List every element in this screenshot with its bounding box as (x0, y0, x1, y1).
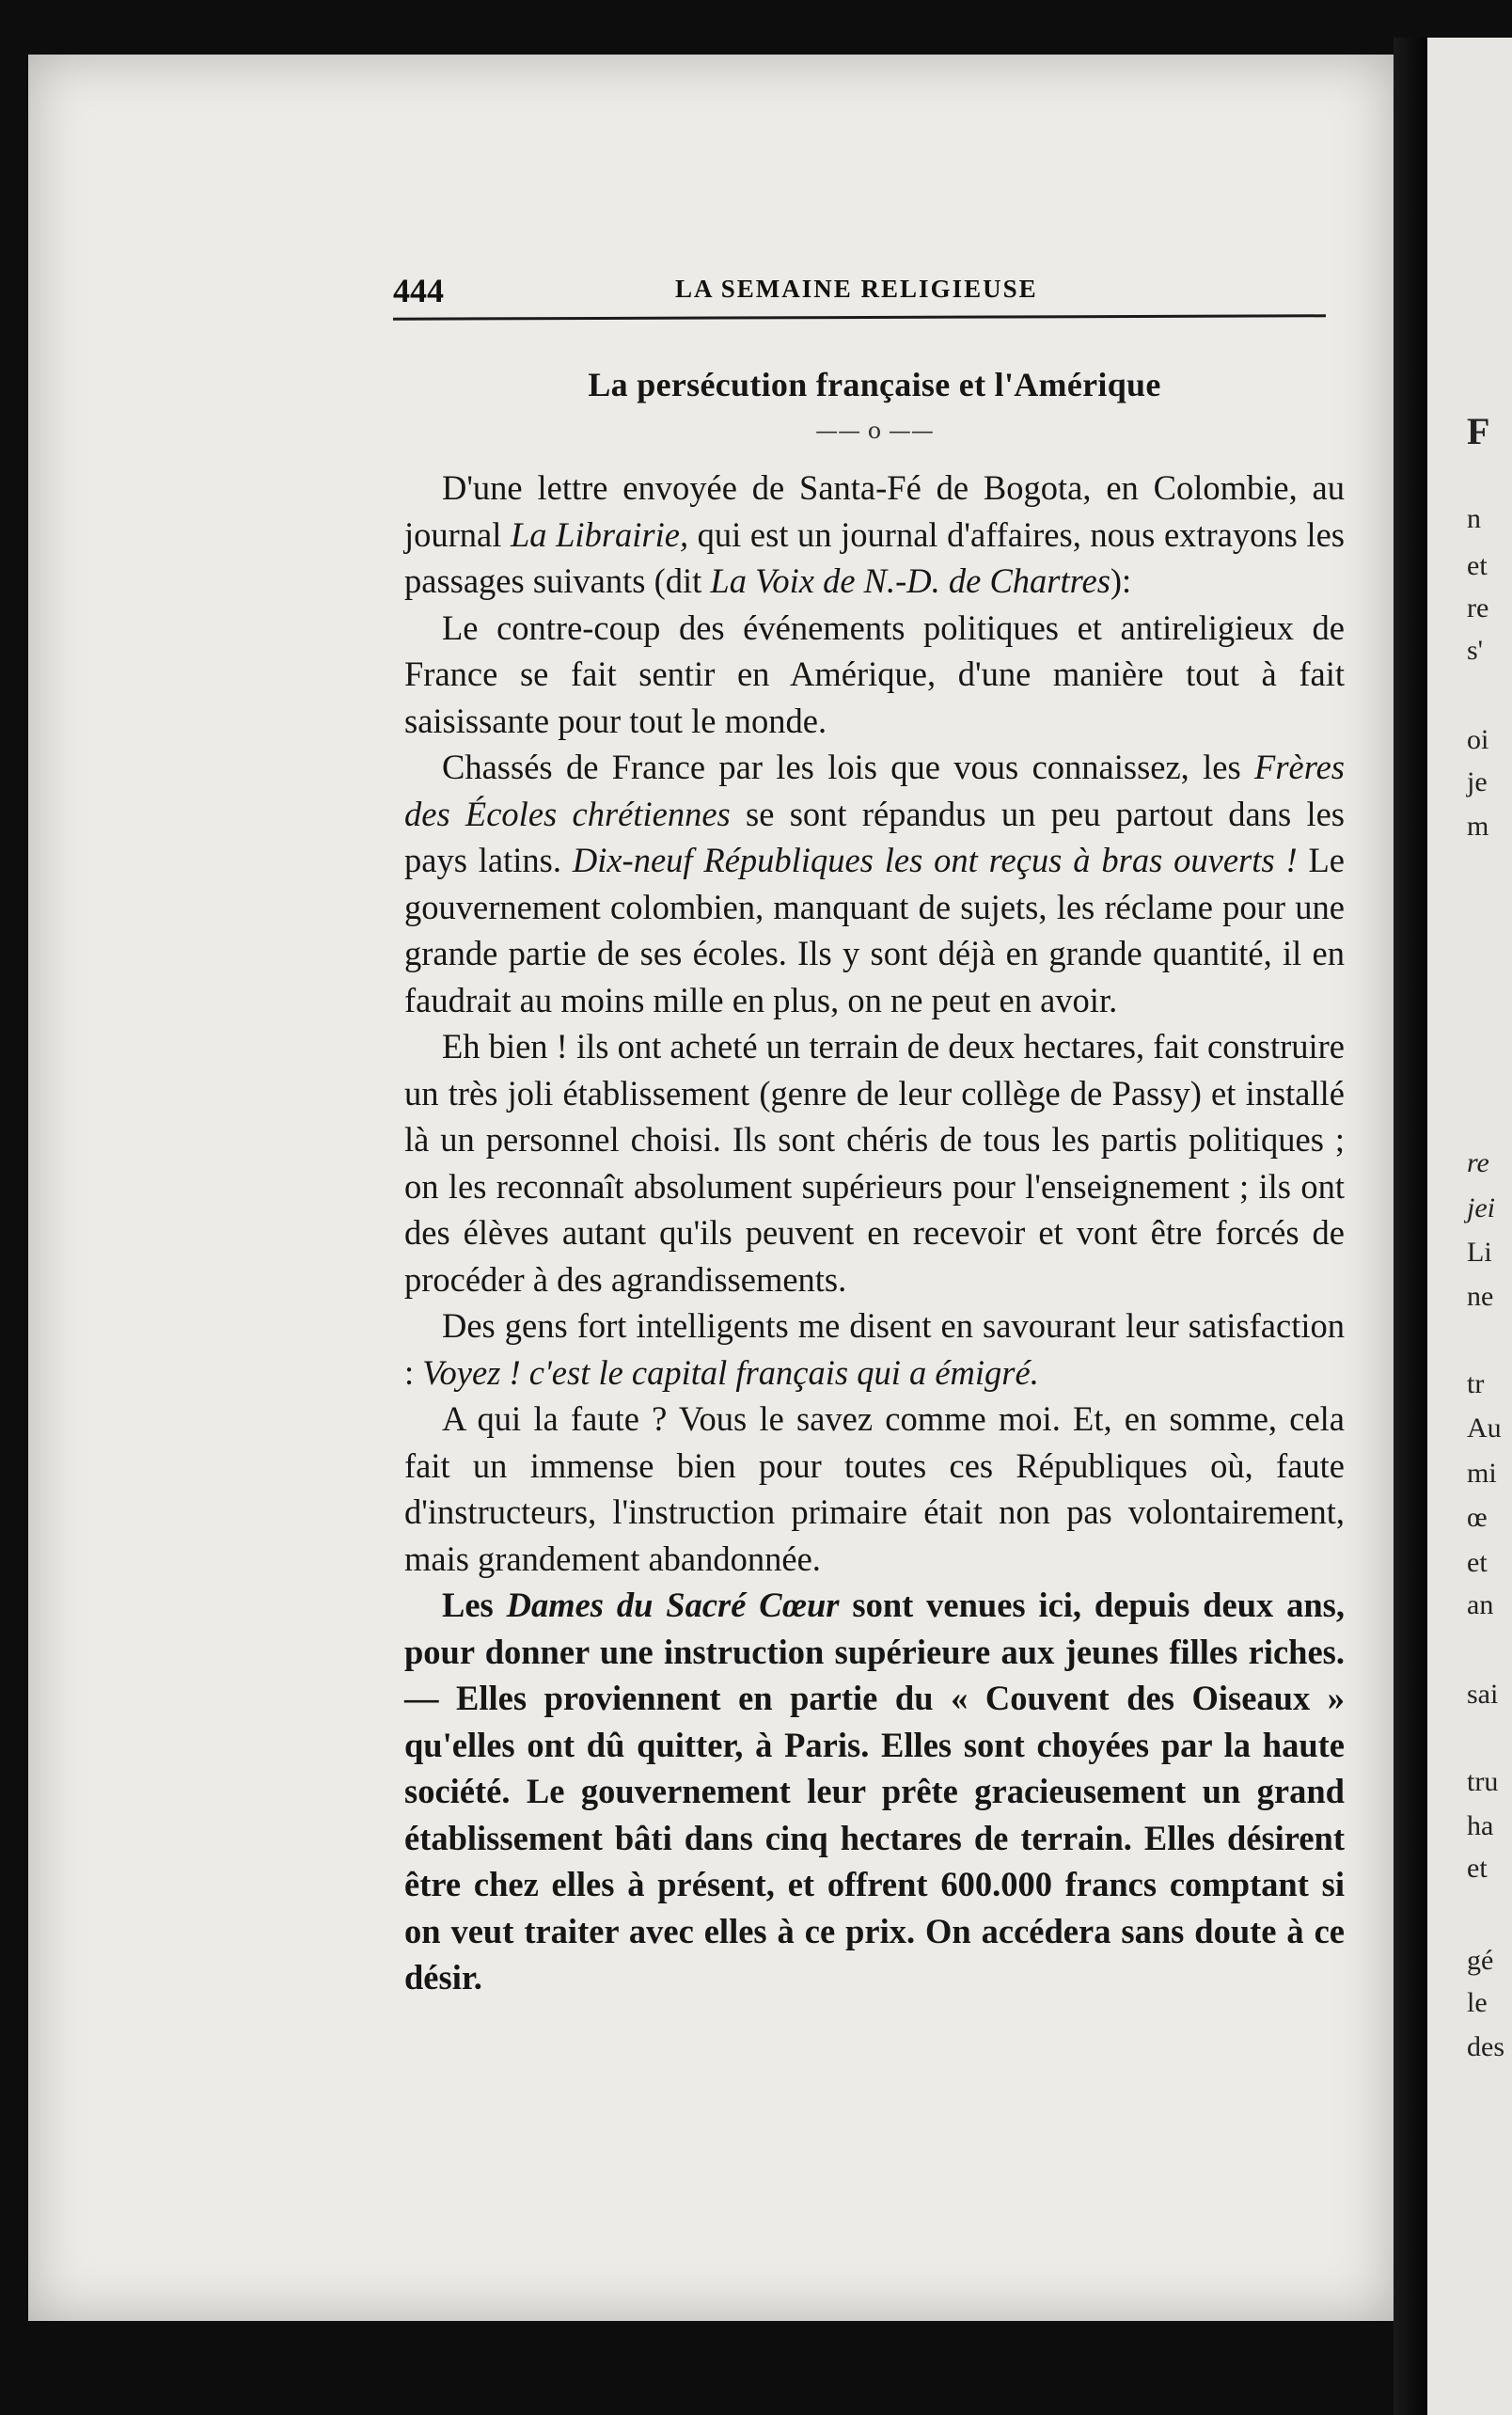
page-number: 444 (393, 272, 444, 309)
adjacent-page-fragment: et (1467, 1853, 1488, 1884)
adjacent-page-fragment: ha (1467, 1810, 1494, 1841)
adjacent-page-fragment: ne (1467, 1281, 1494, 1312)
text-run: Le gouvernement colombien, manquant de sujets, les réclame pour une grande partie de ses écoles. Ils y sont déjà en grande quantité, il en faudrait au moins mille en plus, on ne peut en avoir. (404, 841, 1345, 1019)
source-name: La Voix de N.-D. de Chartres (710, 561, 1110, 600)
paragraph-3 (404, 744, 1345, 1023)
adjacent-page-fragment: Li (1467, 1237, 1492, 1268)
adjacent-page-fragment: œ (1467, 1502, 1488, 1533)
paragraph-4: Eh bien ! ils ont acheté un terrain de deux hectares, fait construire un très joli établissement (genre de leur collège de Passy) et installé là un personnel choisi. Ils sont chéris de tous les partis politiques ; on les reconnaît absolument supérieurs pour l'enseignement ; ils ont des élèves autant qu'ils peuvent en recevoir et vont être forcés de procéder à des agrandissements. (404, 1027, 1345, 1299)
paragraph-1 (404, 465, 1345, 605)
emphasis-quote: Dix-neuf Républiques les ont reçus à bras ouverts ! (572, 841, 1298, 879)
adjacent-page-fragment: le (1467, 1987, 1488, 2018)
adjacent-page-fragment: s' (1467, 635, 1484, 666)
adjacent-page-fragment: tru (1467, 1766, 1499, 1797)
text-run: ): (1110, 561, 1132, 600)
adjacent-page-fragment: tr (1467, 1368, 1485, 1399)
text-run: Chassés de France par les lois que vous connaissez, les (442, 748, 1255, 786)
text-run: qui est un journal d'affaires, nous extrayons les passages suivants (dit (404, 514, 1345, 600)
adjacent-page-fragment: sai (1467, 1679, 1499, 1710)
emphasis-quote: Voyez ! c'est le capital français qui a émigré. (422, 1352, 1039, 1392)
text-run: D'une lettre envoyée de Santa-Fé de Bogota, en Colombie, au journal (404, 468, 1345, 554)
paragraph-2: Le contre-coup des événements politiques et antireligieux de France se fait sentir en Amérique, d'une manière tout à fait saisissante pour tout le monde. (404, 608, 1345, 740)
text-run: sont venues ici, depuis deux ans, pour donner une instruction supérieure aux jeunes filles riches. — Elles proviennent en partie du « Couvent des Oiseaux » qu'elles ont dû quitter, à Paris. Elles sont choyées par la haute société. Le gouvernement leur prête gracieusement un grand établissement bâti dans cinq hectares de terrain. Elles désirent être chez elles à présent, et offrent 600.000 francs comptant si on veut traiter avec elles à ce prix. On accédera sans doute à ce désir. (404, 1586, 1346, 1997)
adjacent-page-fragment: F (1467, 410, 1490, 452)
adjacent-page-fragment: des (1467, 2031, 1504, 2062)
text-run: Les (442, 1586, 507, 1624)
adjacent-page-fragment: re (1467, 1147, 1489, 1178)
adjacent-page-fragment: n (1467, 503, 1481, 534)
adjacent-page-fragment: m (1467, 811, 1489, 842)
adjacent-page-fragment: et (1467, 1547, 1488, 1578)
adjacent-page-fragment: et (1467, 550, 1488, 581)
order-name: Dames du Sacré Cœur (506, 1586, 840, 1624)
adjacent-page-fragment: Au (1467, 1413, 1502, 1444)
order-name: Frères des Écoles chrétiennes (404, 748, 1345, 833)
adjacent-page-fragment: jei (1467, 1192, 1495, 1223)
adjacent-page-fragment: re (1467, 592, 1489, 623)
book-gutter (1394, 38, 1427, 2415)
paragraph-7 (404, 1582, 1345, 2001)
adjacent-page-fragment: je (1467, 766, 1488, 797)
title-ornament: —— o —— (815, 418, 934, 444)
article-title: La persécution française et l'Amérique (588, 366, 1161, 403)
adjacent-page-fragment: an (1467, 1589, 1494, 1620)
adjacent-page-fragment: gé (1467, 1945, 1494, 1976)
paragraph-6: A qui la faute ? Vous le savez comme moi. Et, en somme, cela fait un immense bien pour toutes ces Républiques où, faute d'instructeurs, l'instruction primaire était non pas volontairement, mais grandement abandonnée. (404, 1399, 1345, 1578)
running-title: LA SEMAINE RELIGIEUSE (675, 275, 1038, 303)
adjacent-page-fragment: mi (1467, 1458, 1497, 1489)
adjacent-page-edge (1427, 38, 1512, 2415)
article (404, 365, 1345, 2001)
paragraph-5 (404, 1302, 1345, 1396)
text-run: se sont répandus un peu partout dans les pays latins. (404, 794, 1345, 879)
journal-name: La Librairie, (510, 514, 689, 554)
text-run: Des gens fort intelligents me disent en savourant leur satisfaction : (404, 1306, 1345, 1392)
adjacent-page-fragment: oi (1467, 724, 1489, 755)
